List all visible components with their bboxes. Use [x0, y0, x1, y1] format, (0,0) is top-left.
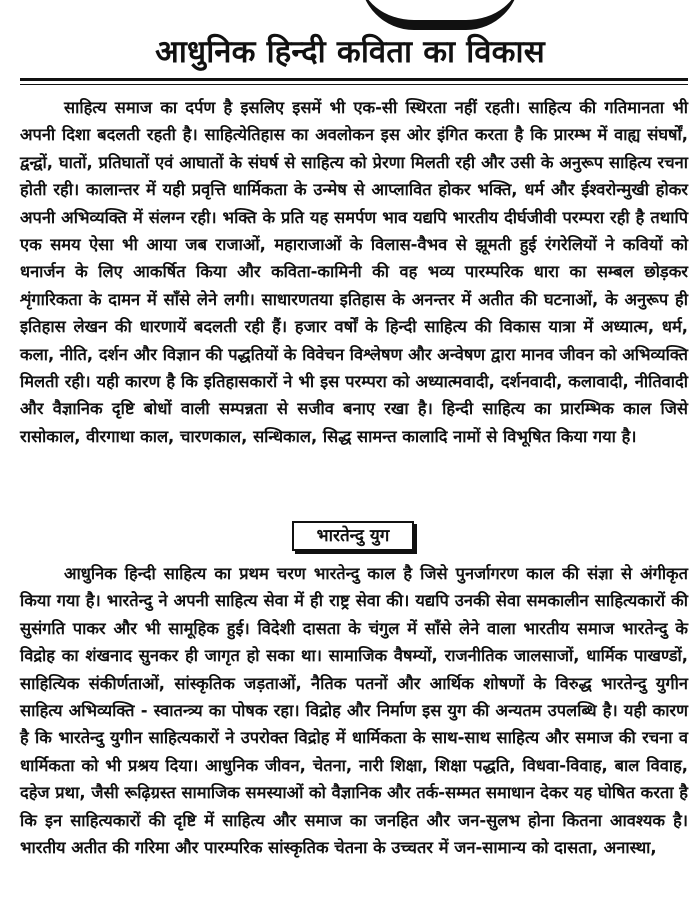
section-heading: भारतेन्दु युग	[316, 526, 390, 546]
intro-paragraph: साहित्य समाज का दर्पण है इसलिए इसमें भी एक-सी स्थिरता नहीं रहती। साहित्य की गतिमानता भी अपनी दिशा बदलती रहती है। साहित्येतिहास का अवलोकन इस ओर इंगित करता है कि प्रारम्भ में वाह्य संघर्षों, द्वन्द्वों, घातों, प्रतिघातों एवं आघातों के संघर्ष से साहित्य को प्रेरणा मिलती रही और उसी के अनुरूप साहित्य रचना होती रही। कालान्तर में यही प्रवृत्ति धार्मिकता के उन्मेष से आप्लावित होकर भक्ति, धर्म और ईश्वरोन्मुखी होकर अपनी अभिव्यक्ति में संलग्न रही। भक्ति के प्रति यह समर्पण भाव यद्यपि भारतीय दीर्घजीवी परम्परा रही है तथापि एक समय ऐसा भी आया जब राजाओं, महाराजाओं के विलास-वैभव से झूमती हुई रंगरेलियों ने कवियों को धनार्जन के लिए आकर्षित किया और कविता-कामिनी की वह भव्य पारम्परिक धारा का सम्बल छोड़कर शृंगारिकता के दामन में साँसे लेने लगी। साधारणतया इतिहास के अनन्तर में अतीत की घटनाओं, के अनुरूप ही इतिहास लेखन की धारणायें बदलती रही हैं। हजार वर्षों के हिन्दी साहित्य की विकास यात्रा में अध्यात्म, धर्म, कला, नीति, दर्शन और विज्ञान की पद्धतियों के विवेचन विश्लेषण और अन्वेषण द्वारा मानव जीवन को अभिव्यक्ति मिलती रही। यही कारण है कि इतिहासकारों ने भी इस परम्परा को अध्यात्मवादी, दर्शनवादी, कलावादी, नीतिवादी और वैज्ञानिक दृष्टि बोधों वाली सम्पन्नता से सजीव बनाए रखा है। हिन्दी साहित्य का प्रारम्भिक काल जिसे रासोकाल, वीरगाथा काल, चारणकाल, सन्धिकाल, सिद्ध सामन्त कालादि नामों से विभूषित किया गया है।	[20, 98, 688, 446]
page-title: आधुनिक हिन्दी कविता का विकास	[155, 34, 545, 70]
bharatendu-paragraph: आधुनिक हिन्दी साहित्य का प्रथम चरण भारतेन्दु काल है जिसे पुनर्जागरण काल की संज्ञा से अंगीकृत किया गया है। भारतेन्दु ने अपनी साहित्य सेवा में ही राष्ट्र सेवा की। यद्यपि उनकी सेवा समकालीन साहित्यकारों की सुसंगति पाकर और भी सामूहिक हुई। विदेशी दासता के चंगुल में साँसे लेने वाला भारतीय समाज भारतेन्दु के विद्रोह का शंखनाद सुनकर ही जागृत हो सका था। सामाजिक वैषम्यों, राजनीतिक जालसाजों, धार्मिक पाखण्डों, साहित्यिक संकीर्णताओं, सांस्कृतिक जड़ताओं, नैतिक पतनों और आर्थिक शोषणों के विरुद्ध भारतेन्दु युगीन साहित्य अभिव्यक्ति - स्वातन्त्र्य का पोषक रहा। विद्रोह और निर्माण इस युग की अन्यतम उपलब्धि है। यही कारण है कि भारतेन्दु युगीन साहित्यकारों ने उपरोक्त विद्रोह में धार्मिकता के साथ-साथ साहित्य और समाज की रचना व धार्मिकता को भी प्रश्रय दिया। आधुनिक जीवन, चेतना, नारी शिक्षा, शिक्षा पद्धति, विधवा-विवाह, बाल विवाह, दहेज प्रथा, जैसी रूढ़िग्रस्त सामाजिक समस्याओं को वैज्ञानिक और तर्क-सम्मत समाधान देकर यह घोषित करता है कि इन साहित्यकारों की दृष्टि में साहित्य और समाज का जनहित और जन-सुलभ होना कितना आवश्यक है। भारतीय अतीत की गरिमा और पारम्परिक सांस्कृतिक चेतना के उच्चतर में जन-सामान्य को दासता, अनास्था,	[20, 564, 688, 858]
title-divider-thick	[20, 78, 688, 81]
top-decorative-arc	[360, 0, 520, 30]
section-heading-box	[292, 521, 414, 551]
title-divider-thin	[20, 84, 688, 85]
